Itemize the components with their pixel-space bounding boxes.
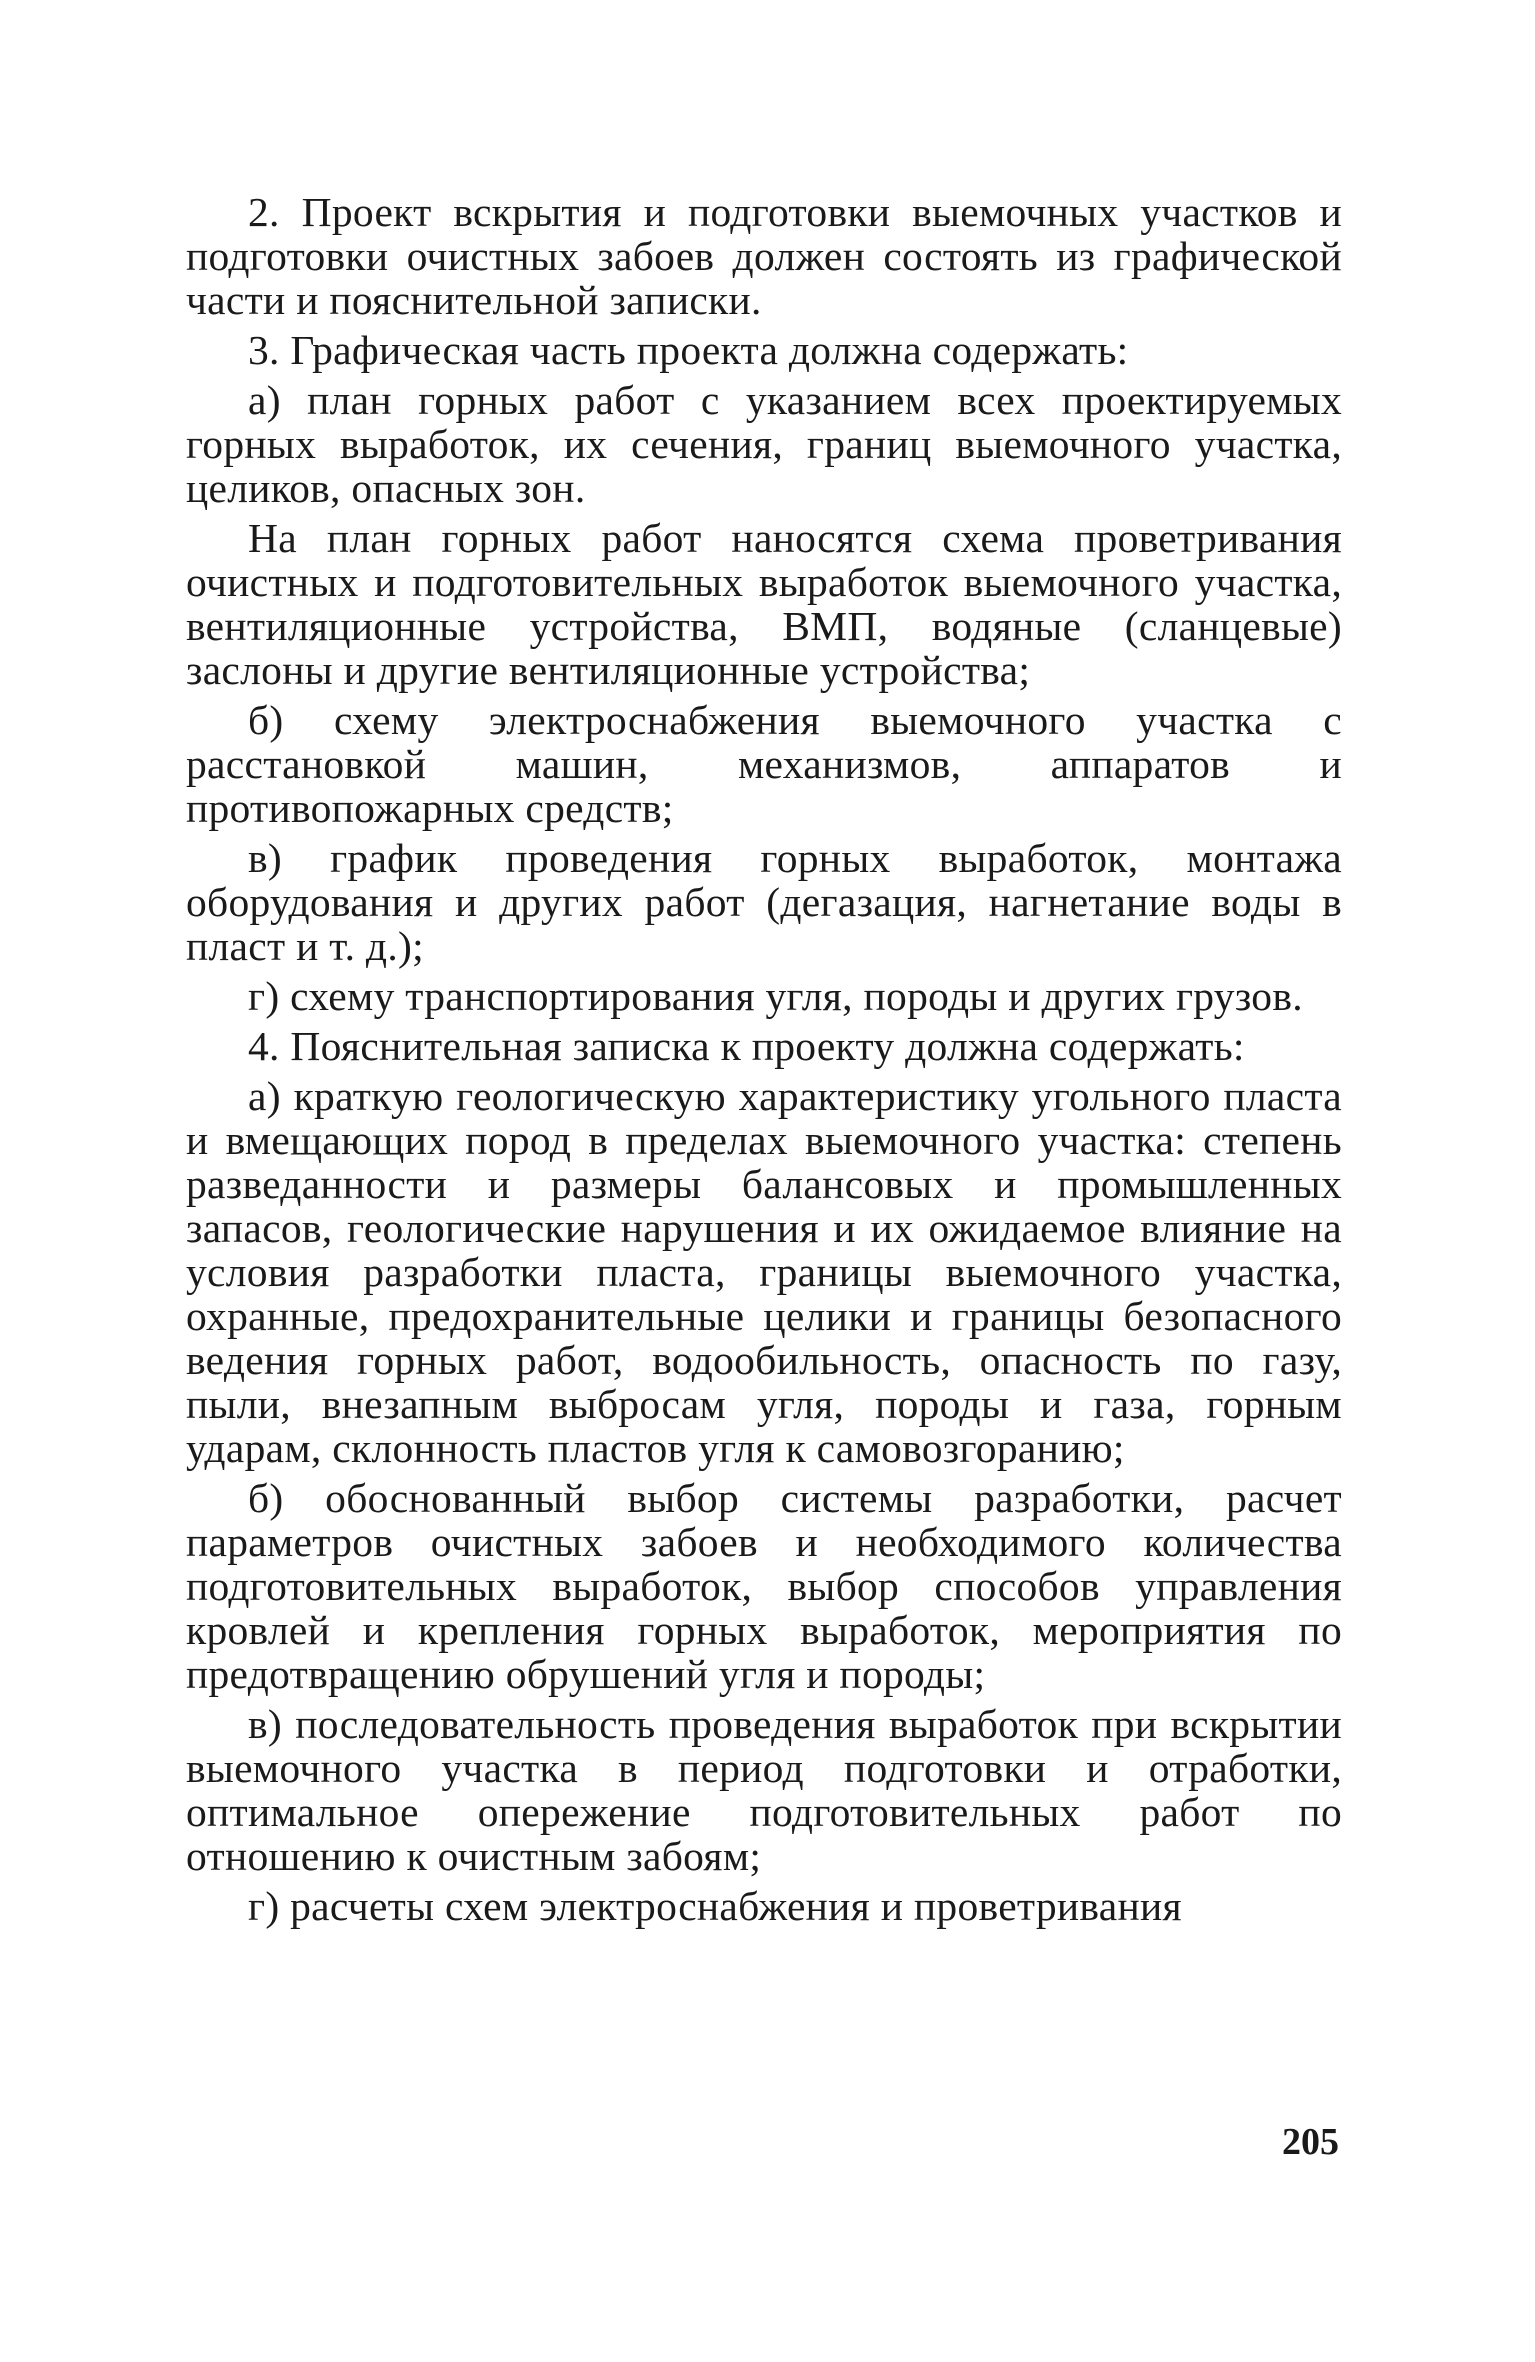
paragraph-4g: г) расчеты схем электроснабжения и проветривания [248,1883,1182,1929]
paragraph-4a: а) краткую геологическую характеристику угольного пласта и вмещающих пород в пределах выемочного участка: степень разведанности и размеры балансовых и промышленных запасов, геологические нарушения и их ожидаемое влияние на условия разработки пласта, границы выемочного участка, охранные, предохранительные целики и границы безопасного ведения горных работ, водообильность, опасность по газу, пыли, внезапным выбросам угля, породы и газа, горным ударам, склонность пластов угля к самовозгоранию; [186,1073,1342,1471]
paragraph-item-4-heading: 4. Пояснительная записка к проекту должна содержать: [248,1023,1245,1069]
paragraph-ventilation: На план горных работ наносятся схема проветривания очистных и подготовительных выработок выемочного участка, вентиляционные устройства, ВМП, водяные (сланцевые) заслоны и другие вентиляционные устройства; [186,515,1342,693]
paragraph-3a: а) план горных работ с указанием всех проектируемых горных выработок, их сечения, границ выемочного участка, целиков, опасных зон. [186,377,1342,511]
paragraph-3v: в) график проведения горных выработок, монтажа оборудования и других работ (дегазация, нагнетание воды в пласт и т. д.); [186,835,1342,969]
paragraph-3b: б) схему электроснабжения выемочного участка с расстановкой машин, механизмов, аппаратов и противопожарных средств; [186,697,1342,831]
body-text [186,190,1342,1934]
paragraph-item-3-heading: 3. Графическая часть проекта должна содержать: [248,327,1129,373]
page-number: 205 [1282,2121,1339,2163]
paragraph-4b: б) обоснованный выбор системы разработки, расчет параметров очистных забоев и необходимого количества подготовительных выработок, выбор способов управления кровлей и крепления горных выработок, мероприятия по предотвращению обрушений угля и породы; [186,1475,1342,1697]
paragraph-4v: в) последовательность проведения выработок при вскрытии выемочного участка в период подготовки и отработки, оптимальное опережение подготовительных работ по отношению к очистным забоям; [186,1701,1342,1879]
paragraph-item-2: 2. Проект вскрытия и подготовки выемочных участков и подготовки очистных забоев должен состоять из графической части и пояснительной записки. [186,189,1342,323]
paragraph-3g: г) схему транспортирования угля, породы и других грузов. [248,973,1303,1019]
